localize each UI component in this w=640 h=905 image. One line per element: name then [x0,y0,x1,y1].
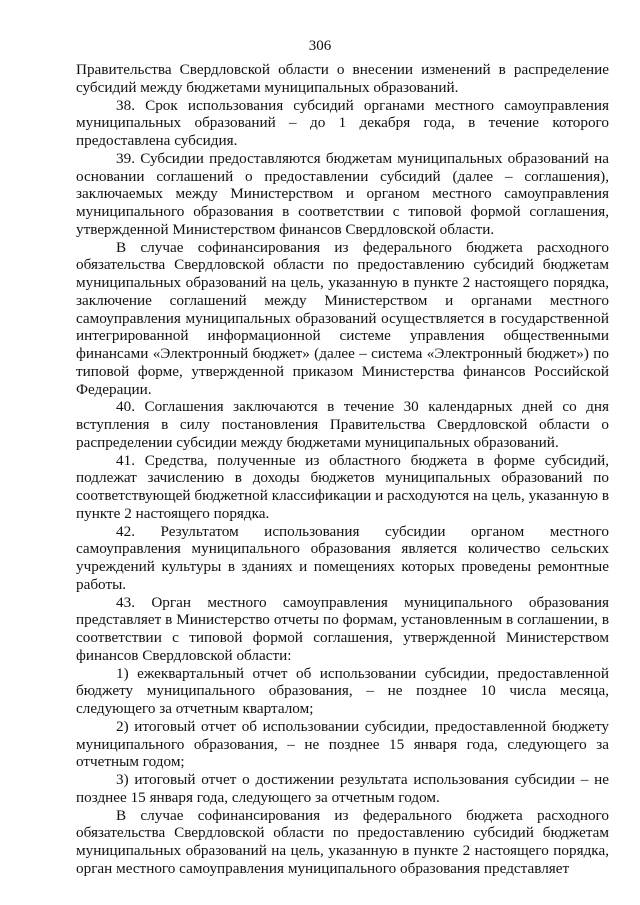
paragraph-43: 43. Орган местного самоуправления муниципального образования представляет в Министерство отчеты по формам, установленным в соглашении, в соответствии с типовой формой соглашения, утвержденной Министерством финансов Свердловской области: [76,593,609,664]
paragraph-40: 40. Соглашения заключаются в течение 30 календарных дней со дня вступления в силу постановления Правительства Свердловской области о распределении субсидии между бюджетами муниципальных образований. [76,398,609,451]
paragraph-43-item-3: 3) итоговый отчет о достижении результата использования субсидии – не позднее 15 января года, следующего за отчетным годом. [76,771,609,806]
paragraph-38: 38. Срок использования субсидий органами местного самоуправления муниципальных образований – до 1 декабря года, в течение которого предоставлена субсидия. [76,96,609,149]
paragraph-43-federal: В случае софинансирования из федерального бюджета расходного обязательства Свердловской области по предоставлению субсидий бюджетам муниципальных образований на цель, указанную в пункте 2 настоящего порядка, орган местного самоуправления муниципального образования представляет [76,806,609,877]
paragraph-43-item-1: 1) ежеквартальный отчет об использовании субсидии, предоставленной бюджету муниципального образования, – не позднее 10 числа месяца, следующего за отчетным кварталом; [76,664,609,717]
document-body [76,61,609,878]
paragraph-43-item-2: 2) итоговый отчет об использовании субсидии, предоставленной бюджету муниципального образования, – не позднее 15 января года, следующего за отчетным годом; [76,717,609,771]
paragraph-continuation: Правительства Свердловской области о внесении изменений в распределение субсидий между бюджетами муниципальных образований. [76,61,609,96]
paragraph-39: 39. Субсидии предоставляются бюджетам муниципальных образований на основании соглашений о предоставлении субсидий (далее – соглашения), заключаемых между Министерством и органом местного самоуправления муниципального образования в соответствии с типовой формой соглашения, утвержденной Министерством финансов Свердловской области. [76,149,609,238]
paragraph-41: 41. Средства, полученные из областного бюджета в форме субсидий, подлежат зачислению в доходы бюджетов муниципальных образований по соответствующей бюджетной классификации и расходуются на цель, указанную в пункте 2 настоящего порядка. [76,451,609,522]
paragraph-39-federal: В случае софинансирования из федерального бюджета расходного обязательства Свердловской области по предоставлению субсидий бюджетам муниципальных образований на цель, указанную в пункте 2 настоящего порядка, заключение соглашений между Министерством и органами местного самоуправления муниципальных образований осуществляется в государственной интегрированной информационной системе управления общественными финансами «Электронный бюджет» (далее – система «Электронный бюджет») по типовой форме, утвержденной приказом Министерства финансов Российской Федерации. [76,238,609,398]
paragraph-42: 42. Результатом использования субсидии органом местного самоуправления муниципального образования является количество сельских учреждений культуры в зданиях и помещениях которых проведены ремонтные работы. [76,522,609,593]
page-number: 306 [308,38,332,54]
